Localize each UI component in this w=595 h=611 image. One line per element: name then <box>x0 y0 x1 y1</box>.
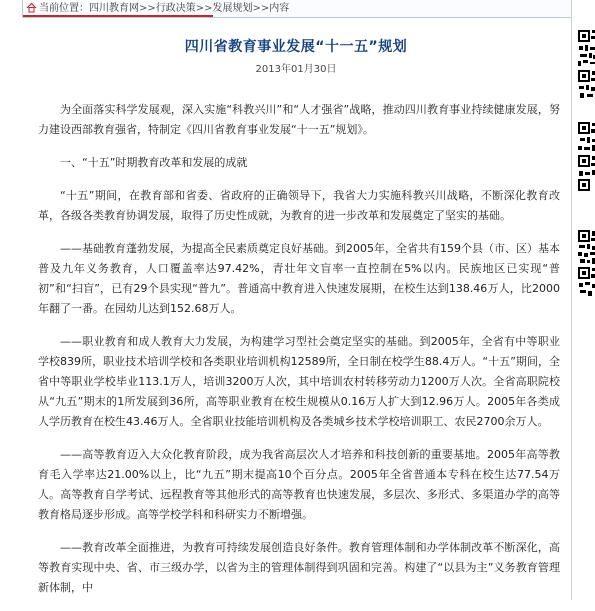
breadcrumb-link-policy[interactable]: 行政决策 <box>155 3 196 14</box>
article-paragraph: 为全面落实科学发展观，深入实施“科教兴川”和“人才强省”战略，推动四川教育事业持续健康发展，努力建设西部教育强省，特制定《四川省教育事业发展“十一五”规划》。 <box>38 103 560 136</box>
breadcrumb-prefix: 当前位置： <box>39 3 89 14</box>
qr-code-icon <box>578 118 595 192</box>
breadcrumb <box>22 0 572 18</box>
sidebar-divider <box>571 0 572 600</box>
qr-code-icon[interactable] <box>578 28 595 102</box>
article-body <box>38 100 560 611</box>
article-paragraph: ——高等教育迈入大众化教育阶段，成为我省高层次人才培养和科技创新的重要基地。2005年高等教育毛入学率达21.00%以上，比“九五”期末提高10个百分点。2005年全省普通本专科在校生达77.54万人。高等教育自学考试、远程教育等其他形式的高等教育也快速发展，多层次、多形式、多渠道办学的高等教育格局逐步形成。高等学校学科和科研实力不断增强。 <box>38 448 560 521</box>
breadcrumb-separator: >> <box>252 3 270 14</box>
section-heading: 一、“十五”时期教育改革和发展的成就 <box>60 156 248 169</box>
breadcrumb-separator: >> <box>195 3 213 14</box>
breadcrumb-separator: >> <box>139 3 156 14</box>
breadcrumb-link-planning[interactable]: 发展规划 <box>212 3 253 14</box>
article-paragraph: ——基础教育蓬勃发展，为提高全民素质奠定良好基础。到2005年，全省共有159个县（市、区）基本普及九年义务教育，人口覆盖率达97.42%，青壮年文盲率一直控制在5%以内。民族地区已实现“普初”和“扫盲”，已有29个县实现“普九”。普通高中教育进入快速发展期，在校生达到138.46万人，比2000年翻了一番。在园幼儿达到152.68万人。 <box>38 242 560 315</box>
qr-code-icon <box>578 28 595 102</box>
breadcrumb-accent-line <box>23 15 213 17</box>
qr-code-icon[interactable] <box>578 228 595 302</box>
article-date: 2013年01月30日 <box>255 64 337 75</box>
article-title: 四川省教育事业发展“十一五”规划 <box>184 39 408 55</box>
article-paragraph: “十五”期间，在教育部和省委、省政府的正确领导下，我省大力实施科教兴川战略，不断深化教育改革，各级各类教育协调发展，取得了历史性成就，为教育的进一步改革和发展奠定了坚实的基础。 <box>38 189 560 222</box>
home-icon <box>26 2 37 13</box>
breadcrumb-link-home[interactable]: 四川教育网 <box>89 3 139 14</box>
qr-code-icon[interactable] <box>578 118 595 192</box>
article-paragraph: ——教育改革全面推进，为教育可持续发展创造良好条件。教育管理体制和办学体制改革不断深化，高等教育实现中央、省、市三级办学，以省为主的管理体制得到巩固和完善。构建了“以县为主”义务教育管理新体制，中 <box>38 541 560 594</box>
article-paragraph: ——职业教育和成人教育大力发展，为构建学习型社会奠定坚实的基础。到2005年，全省有中等职业学校839所，职业技术培训学校和各类职业培训机构12589所，全日制在校学生88.4万人。“十五”期间，全省中等职业学校毕业113.1万人，培训3200万人次，其中培训农村转移劳动力1200万人次。全省高职院校从“九五”期末的1所发展到36所，高等职业教育在校生规模从0.16万人扩大到12.96万人。2005年各类成人学历教育在校生43.46万人。全省职业技能培训机构及各类城乡技术学校培训职工、农民2700余万人。 <box>38 335 560 428</box>
breadcrumb-current: 内容 <box>269 3 290 14</box>
qr-code-icon <box>578 228 595 302</box>
